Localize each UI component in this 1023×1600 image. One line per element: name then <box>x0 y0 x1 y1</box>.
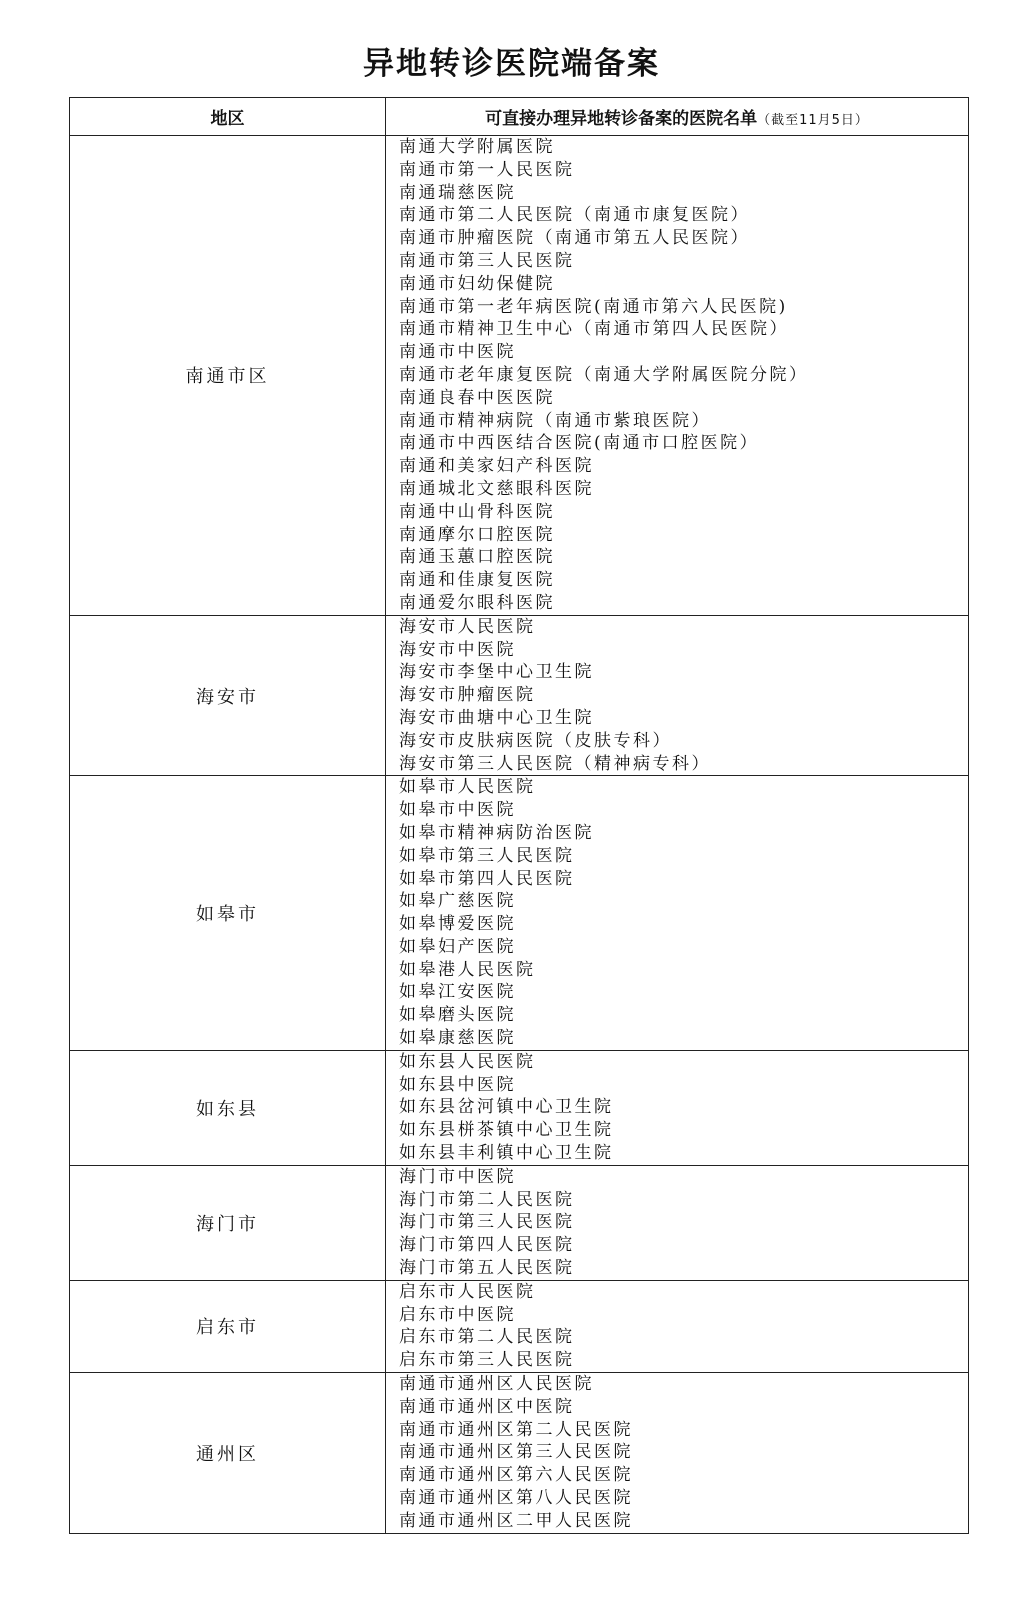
hospital-name: 如东县人民医院 <box>399 1051 536 1072</box>
hospital-table <box>69 97 969 1534</box>
hospital-name: 如皋康慈医院 <box>399 1028 516 1049</box>
hospital-name: 启东市人民医院 <box>399 1281 536 1302</box>
hospital-name: 南通中山骨科医院 <box>399 501 555 522</box>
hospital-name: 南通市通州区人民医院 <box>399 1374 594 1395</box>
hospital-name: 南通市通州区第八人民医院 <box>399 1488 633 1509</box>
hospital-name: 如皋市精神病防治医院 <box>399 822 594 843</box>
hospital-name: 如皋妇产医院 <box>399 936 516 957</box>
region-row <box>70 1373 969 1534</box>
hospital-name: 海门市第五人民医院 <box>399 1258 575 1279</box>
hospital-list-cell <box>386 615 969 776</box>
hospital-name: 南通瑞慈医院 <box>399 182 516 203</box>
hospital-list-cell <box>386 1373 969 1534</box>
region-cell: 启东市 <box>70 1280 386 1372</box>
hospital-name: 如东县中医院 <box>399 1074 516 1095</box>
region-row <box>70 136 969 616</box>
region-row <box>70 1165 969 1280</box>
hospital-name: 启东市第三人民医院 <box>399 1350 575 1371</box>
hospital-name: 南通市第一人民医院 <box>399 159 575 180</box>
hospital-list-cell <box>386 1280 969 1372</box>
region-row <box>70 1280 969 1372</box>
hospital-name: 如皋港人民医院 <box>399 959 536 980</box>
hospital-name: 如皋市中医院 <box>399 800 516 821</box>
header-hospital-list <box>386 98 969 136</box>
hospital-name: 南通市妇幼保健院 <box>399 273 555 294</box>
hospital-name: 海门市中医院 <box>399 1166 516 1187</box>
region-cell: 如东县 <box>70 1050 386 1165</box>
hospital-list-cell <box>386 776 969 1051</box>
hospital-list-cell <box>386 1050 969 1165</box>
region-row <box>70 1050 969 1165</box>
hospital-name: 海安市肿瘤医院 <box>399 685 536 706</box>
hospital-name: 海安市中医院 <box>399 639 516 660</box>
hospital-name: 南通市第三人民医院 <box>399 250 575 271</box>
hospital-name: 南通市通州区二甲人民医院 <box>399 1510 633 1531</box>
hospital-name: 如东县栟茶镇中心卫生院 <box>399 1120 614 1141</box>
hospital-name: 如皋博爱医院 <box>399 914 516 935</box>
region-cell: 南通市区 <box>70 136 386 616</box>
region-cell: 如皋市 <box>70 776 386 1051</box>
hospital-name: 南通摩尔口腔医院 <box>399 524 555 545</box>
hospital-name: 南通和佳康复医院 <box>399 570 555 591</box>
hospital-name: 如东县岔河镇中心卫生院 <box>399 1097 614 1118</box>
table-header-row <box>70 98 969 136</box>
hospital-list-cell <box>386 136 969 616</box>
hospital-name: 南通市通州区中医院 <box>399 1396 575 1417</box>
header-region <box>70 98 386 136</box>
hospital-name: 南通市通州区第二人民医院 <box>399 1419 633 1440</box>
region-cell: 海门市 <box>70 1165 386 1280</box>
hospital-name: 南通市老年康复医院（南通大学附属医院分院） <box>399 364 809 385</box>
hospital-name: 如皋磨头医院 <box>399 1005 516 1026</box>
hospital-name: 如东县丰利镇中心卫生院 <box>399 1143 614 1164</box>
header-date-note: （截至11月5日） <box>757 113 869 128</box>
hospital-name: 启东市第二人民医院 <box>399 1327 575 1348</box>
hospital-name: 如皋市第三人民医院 <box>399 845 575 866</box>
hospital-name: 海安市李堡中心卫生院 <box>399 662 594 683</box>
region-row <box>70 615 969 776</box>
hospital-name: 海安市皮肤病医院（皮肤专科） <box>399 730 672 751</box>
hospital-name: 海门市第二人民医院 <box>399 1189 575 1210</box>
hospital-name: 南通市通州区第三人民医院 <box>399 1442 633 1463</box>
table-body <box>70 136 969 1534</box>
hospital-name: 南通城北文慈眼科医院 <box>399 478 594 499</box>
hospital-name: 南通市精神病院（南通市紫琅医院） <box>399 410 711 431</box>
hospital-name: 南通玉蕙口腔医院 <box>399 547 555 568</box>
hospital-name: 海门市第四人民医院 <box>399 1235 575 1256</box>
hospital-name: 南通市第二人民医院（南通市康复医院） <box>399 205 750 226</box>
hospital-name: 南通市中医院 <box>399 342 516 363</box>
hospital-name: 如皋广慈医院 <box>399 891 516 912</box>
hospital-name: 南通市第一老年病医院(南通市第六人民医院) <box>399 296 788 317</box>
header-region-label: 地区 <box>210 109 245 129</box>
hospital-name: 海门市第三人民医院 <box>399 1212 575 1233</box>
hospital-name: 南通大学附属医院 <box>399 137 555 157</box>
region-cell: 通州区 <box>70 1373 386 1534</box>
hospital-name: 南通爱尔眼科医院 <box>399 592 555 613</box>
region-row <box>70 776 969 1051</box>
hospital-name: 南通市肿瘤医院（南通市第五人民医院） <box>399 228 750 249</box>
hospital-name: 如皋市第四人民医院 <box>399 868 575 889</box>
hospital-name: 海安市第三人民医院（精神病专科） <box>399 753 711 774</box>
hospital-list-cell <box>386 1165 969 1280</box>
header-list-label: 可直接办理异地转诊备案的医院名单 <box>485 109 758 129</box>
hospital-name: 海安市曲塘中心卫生院 <box>399 707 594 728</box>
hospital-name: 南通市通州区第六人民医院 <box>399 1465 633 1486</box>
hospital-name: 南通市中西医结合医院(南通市口腔医院） <box>399 433 760 454</box>
hospital-name: 南通市精神卫生中心（南通市第四人民医院） <box>399 319 789 340</box>
hospital-name: 南通良春中医医院 <box>399 387 555 408</box>
hospital-name: 如皋江安医院 <box>399 982 516 1003</box>
hospital-name: 如皋市人民医院 <box>399 777 536 798</box>
hospital-name: 海安市人民医院 <box>399 616 536 637</box>
document-title: 异地转诊医院端备案 <box>363 46 660 82</box>
region-cell: 海安市 <box>70 615 386 776</box>
hospital-name: 启东市中医院 <box>399 1304 516 1325</box>
hospital-name: 南通和美家妇产科医院 <box>399 456 594 477</box>
